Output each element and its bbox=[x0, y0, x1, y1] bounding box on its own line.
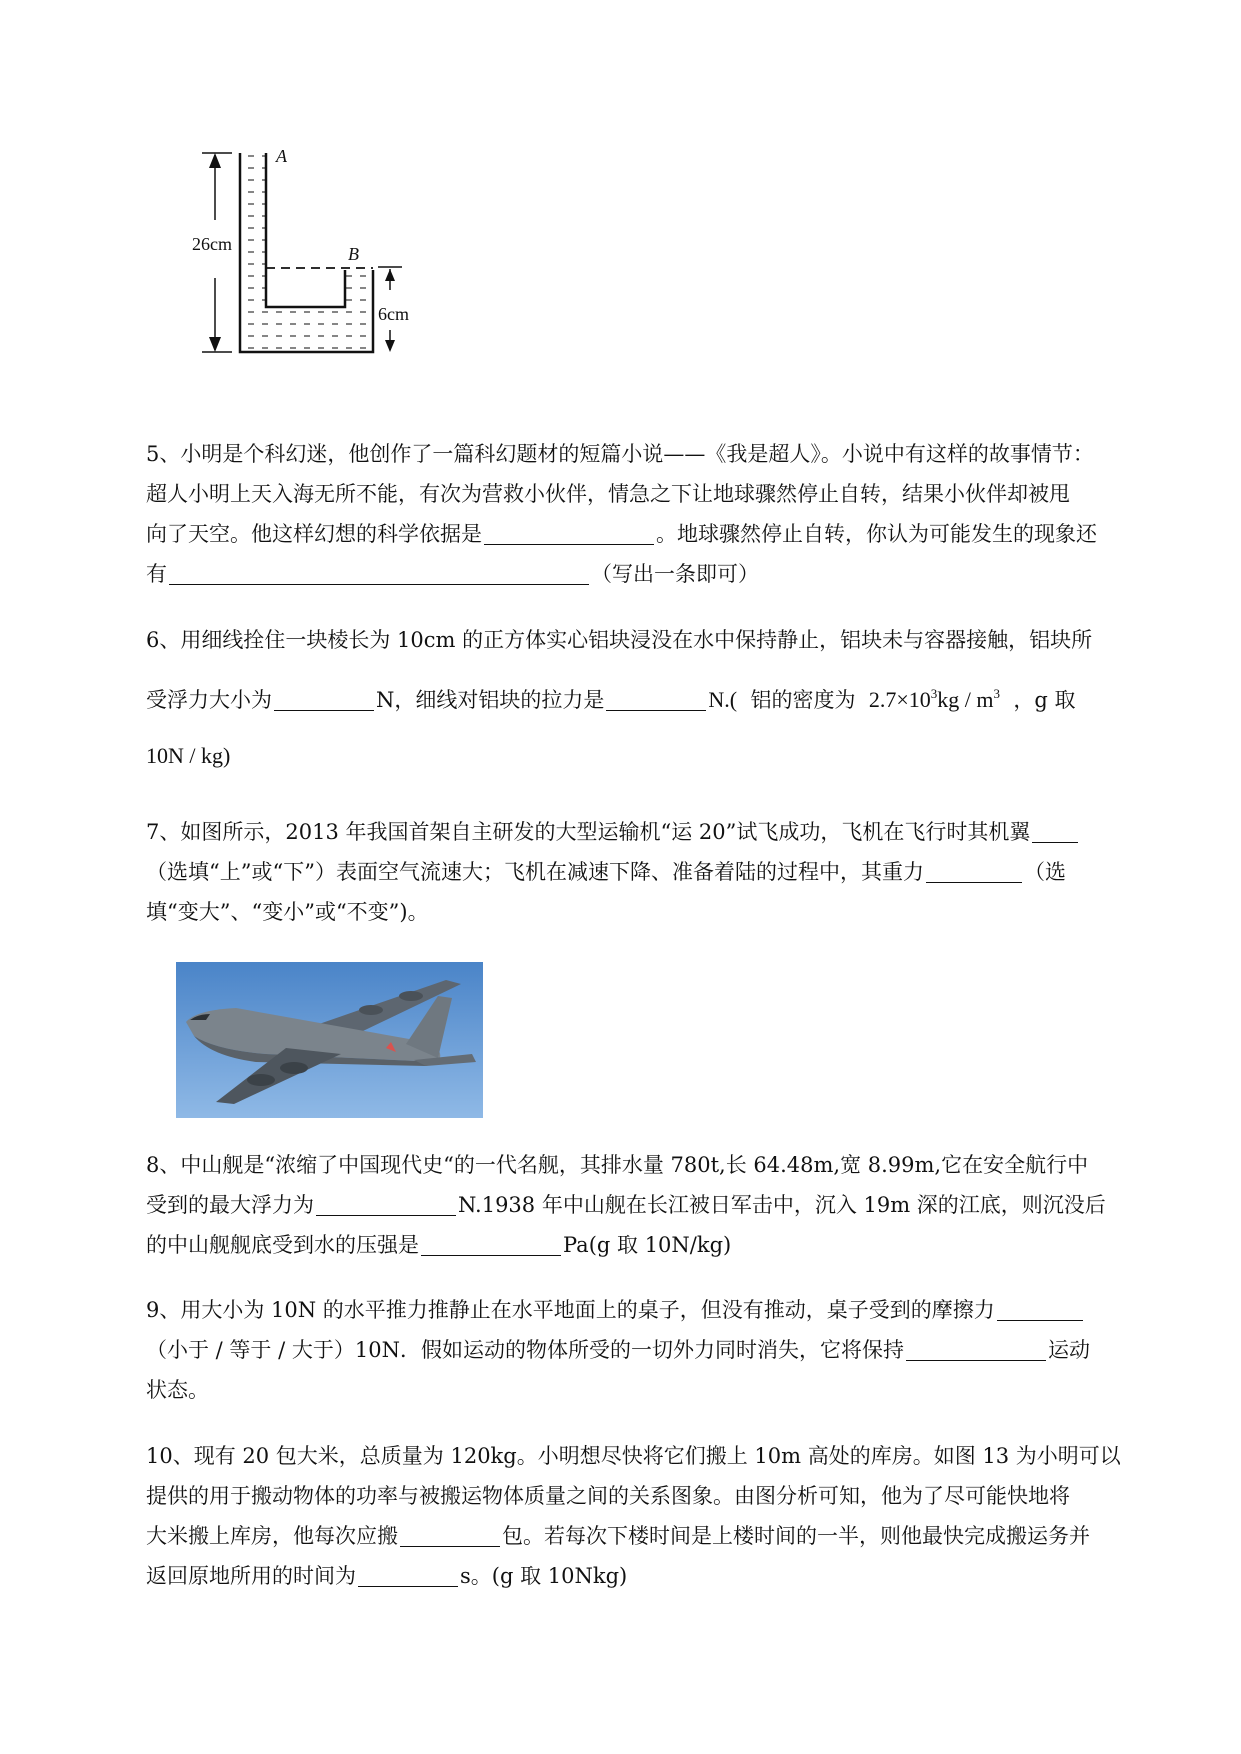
q7-line2a: （选填“上”或“下”）表面空气流速大；飞机在减速下降、准备着陆的过程中，其重力 bbox=[146, 860, 924, 884]
q10-line3b: 包。若每次下楼时间是上楼时间的一半，则他最快完成搬运务并 bbox=[502, 1524, 1090, 1548]
question-9 bbox=[146, 1290, 1156, 1410]
density-value: $2.7\times 10^3kg / m^3$ bbox=[868, 686, 1000, 712]
q10-line3a: 大米搬上库房，他每次应搬 bbox=[146, 1524, 398, 1548]
q9-line2a: （小于 / 等于 / 大于）10N．假如运动的物体所受的一切外力同时消失，它将保持 bbox=[146, 1338, 904, 1362]
container-inner-wall bbox=[266, 153, 345, 307]
label-a: A bbox=[276, 150, 287, 166]
q6-line2c: N.( bbox=[708, 687, 738, 712]
q6-line2a: 受浮力大小为 bbox=[146, 688, 272, 712]
q8-line2b: N.1938 年中山舰在长江被日军击中，沉入 19m 深的江底，则沉没后 bbox=[458, 1193, 1106, 1217]
answer-blank[interactable] bbox=[169, 560, 589, 585]
question-7 bbox=[146, 812, 1156, 932]
q6-line2b: N，细线对铝块的拉力是 bbox=[376, 688, 605, 712]
q8-line3a: 的中山舰舰底受到水的压强是 bbox=[146, 1233, 419, 1257]
dim-small-label: 6cm bbox=[378, 304, 409, 324]
q5-line3a: 向了天空。他这样幻想的科学依据是 bbox=[146, 522, 482, 546]
q5-line2: 超人小明上天入海无所不能，有次为营救小伙伴，情急之下让地球骤然停止自转，结果小伙伴却被甩 bbox=[146, 482, 1070, 506]
q7-line2b: （选 bbox=[1023, 860, 1066, 884]
q10-line2: 提供的用于搬动物体的功率与被搬运物体质量之间的关系图象。由图分析可知，他为了尽可能快地将 bbox=[146, 1484, 1070, 1508]
answer-blank[interactable] bbox=[400, 1522, 500, 1547]
question-8 bbox=[146, 1145, 1156, 1265]
label-b: B bbox=[348, 244, 359, 264]
q8-line1: 8、中山舰是“浓缩了中国现代史“的一代名舰，其排水量 780t,长 64.48m,宽 8.99m,它在安全航行中 bbox=[146, 1153, 1089, 1177]
q6-line1: 6、用细线拴住一块棱长为 10cm 的正方体实心铝块浸没在水中保持静止，铝块未与容器接触，铝块所 bbox=[146, 628, 1093, 652]
q6-line3: 10N / kg) bbox=[146, 743, 231, 768]
answer-blank[interactable] bbox=[484, 520, 654, 545]
answer-blank[interactable] bbox=[358, 1562, 458, 1587]
arrow-up-icon bbox=[385, 269, 395, 281]
q7-line1a: 7、如图所示，2013 年我国首架自主研发的大型运输机“运 20”试飞成功，飞机在飞行时其机翼 bbox=[146, 820, 1031, 844]
q10-line4b: s。(g 取 10Nkg) bbox=[460, 1564, 628, 1588]
answer-blank[interactable] bbox=[997, 1296, 1083, 1321]
q9-line1a: 9、用大小为 10N 的水平推力推静止在水平地面上的桌子，但没有推动，桌子受到的摩擦力 bbox=[146, 1298, 995, 1322]
q7-line3: 填“变大”、“变小”或“不变”)。 bbox=[146, 900, 429, 924]
answer-blank[interactable] bbox=[274, 686, 374, 711]
arrow-down-icon bbox=[385, 340, 395, 352]
q9-line3: 状态。 bbox=[146, 1378, 209, 1402]
answer-blank[interactable] bbox=[606, 686, 706, 711]
answer-blank[interactable] bbox=[906, 1336, 1046, 1361]
arrow-up-icon bbox=[209, 153, 221, 168]
q9-line2b: 运动 bbox=[1047, 1338, 1090, 1362]
q10-line1: 10、现有 20 包大米，总质量为 120kg。小明想尽快将它们搬上 10m 高处的库房。如图 13 为小明可以 bbox=[146, 1444, 1121, 1468]
q5-line1: 5、小明是个科幻迷，他创作了一篇科幻题材的短篇小说——《我是超人》。小说中有这样的故事情节： bbox=[146, 442, 1094, 466]
airplane-photo bbox=[176, 962, 483, 1118]
q5-line3b: 。地球骤然停止自转，你认为可能发生的现象还 bbox=[656, 522, 1097, 546]
answer-blank[interactable] bbox=[421, 1231, 561, 1256]
q6-line2d: 铝的密度为 bbox=[750, 688, 856, 712]
q5-line4b: （写出一条即可） bbox=[591, 562, 759, 586]
question-10 bbox=[146, 1436, 1156, 1596]
question-6 bbox=[146, 620, 1156, 776]
q10-line4a: 返回原地所用的时间为 bbox=[146, 1564, 356, 1588]
answer-blank[interactable] bbox=[926, 858, 1022, 883]
dim-total-label: 26cm bbox=[192, 234, 232, 254]
question-5 bbox=[146, 434, 1156, 594]
answer-blank[interactable] bbox=[1032, 818, 1078, 843]
q8-line3b: Pa(g 取 10N/kg) bbox=[563, 1233, 732, 1257]
answer-blank[interactable] bbox=[316, 1191, 456, 1216]
l-container-figure bbox=[190, 150, 470, 400]
q6-line2e: ，g 取 bbox=[1013, 688, 1076, 712]
q5-line4a: 有 bbox=[146, 562, 167, 586]
arrow-down-icon bbox=[209, 337, 221, 352]
q8-line2a: 受到的最大浮力为 bbox=[146, 1193, 314, 1217]
